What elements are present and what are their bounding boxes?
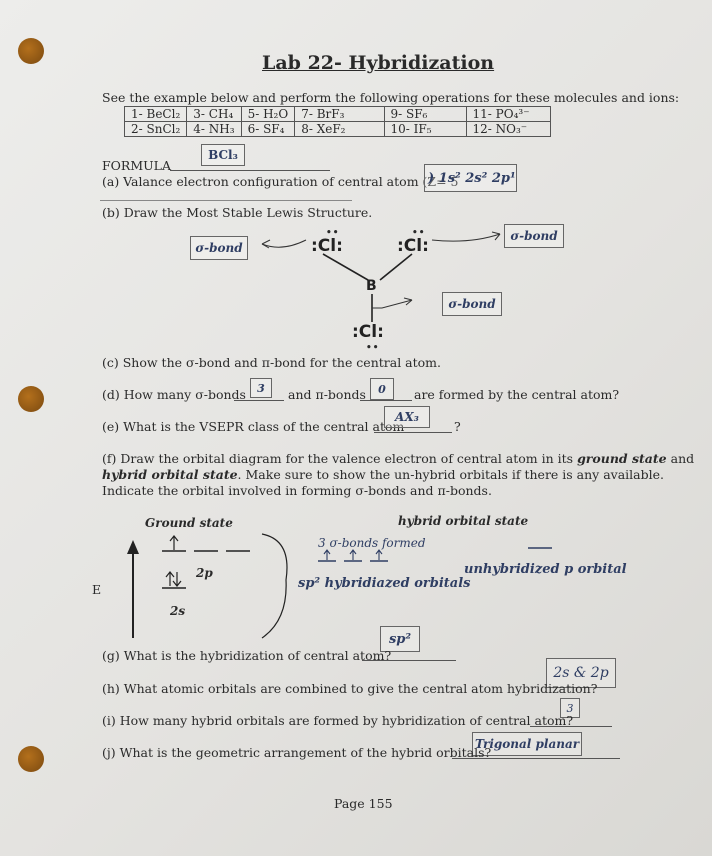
orbital-2s-label: 2s	[170, 604, 186, 618]
ground-state-emphasis: ground state	[577, 451, 667, 466]
table-cell: 2- SnCl₂	[125, 122, 187, 137]
sigma-bond-label: σ-bond	[190, 236, 248, 260]
hybrid-state-label: hybrid orbital state	[398, 514, 529, 528]
answer-d-pi: 0	[370, 378, 394, 400]
answer-j-box: Trigonal planar	[472, 732, 582, 756]
table-cell: 3- CH₄	[187, 107, 241, 122]
answer-g-box: sp²	[380, 626, 420, 652]
table-cell: 1- BeCl₂	[125, 107, 187, 122]
lone-pair-dots: ••	[326, 228, 340, 238]
table-cell: 5- H₂O	[241, 107, 295, 122]
table-cell: 4- NH₃	[187, 122, 241, 137]
sp2-orbitals-label: sp² hybridiazed orbitals	[298, 576, 471, 591]
question-f-text: . Make sure to show the un-hybrid orbitals if there is any available.	[237, 467, 665, 482]
answer-h-box: 2s & 2p	[546, 658, 616, 688]
chlorine-atom: :Cl:	[397, 236, 429, 256]
table-cell: 7- BrF₃	[295, 107, 384, 122]
question-d-part3: are formed by the central atom?	[414, 387, 620, 402]
formula-answer-box: BCl₃	[201, 144, 245, 166]
question-e-mark: ?	[454, 419, 461, 434]
answer-i-box: 3	[560, 698, 580, 718]
question-d-part1: (d) How many σ-bonds	[102, 387, 246, 402]
table-cell: 9- SF₆	[384, 107, 466, 122]
page-title: Lab 22- Hybridization	[262, 52, 495, 74]
chlorine-atom: :Cl:	[311, 236, 343, 256]
question-b: (b) Draw the Most Stable Lewis Structure.	[102, 205, 373, 220]
question-j: (j) What is the geometric arrangement of the hybrid orbitals?	[102, 745, 492, 760]
table-cell: 12- NO₃⁻	[466, 122, 550, 137]
answer-d-sigma: 3	[250, 378, 272, 398]
energy-axis-label: E	[92, 582, 102, 597]
hybrid-state-emphasis: hybrid orbital state	[102, 467, 238, 482]
question-d-part2: and π-bonds	[288, 387, 366, 402]
question-g: (g) What is the hybridization of central atom?	[102, 648, 392, 663]
formula-label: FORMULA	[102, 158, 171, 173]
intro-text: See the example below and perform the following operations for these molecules and ions:	[102, 90, 680, 105]
answer-a-box: ) 1s² 2s² 2p¹	[424, 164, 517, 192]
orbital-2p-label: 2p	[196, 566, 213, 580]
answer-e-box: AX₃	[384, 406, 430, 428]
lone-pair-dots: ••	[412, 228, 426, 238]
ground-state-label: Ground state	[145, 516, 233, 530]
sigma-bond-label: σ-bond	[504, 224, 564, 248]
question-a: (a) Valance electron configuration of central atom (Z= 5	[102, 174, 459, 189]
question-f-text: and	[670, 451, 695, 466]
sigma-bond-label: σ-bond	[442, 292, 502, 316]
question-c: (c) Show the σ-bond and π-bond for the central atom.	[102, 355, 442, 370]
answer-line	[530, 726, 612, 727]
unhybridized-orbital-label: unhybridized p orbital	[464, 562, 627, 577]
question-f-line3: Indicate the orbital involved in forming σ-bonds and π-bonds.	[102, 483, 492, 498]
question-e: (e) What is the VSEPR class of the central atom	[102, 419, 405, 434]
table-cell: 6- SF₄	[241, 122, 295, 137]
boron-atom: B	[366, 278, 377, 294]
page-number: Page 155	[334, 796, 393, 811]
question-i: (i) How many hybrid orbitals are formed by hybridization of central atom?	[102, 713, 574, 728]
table-cell: 8- XeF₂	[295, 122, 384, 137]
answer-line	[452, 758, 620, 759]
table-cell: 11- PO₄³⁻	[466, 107, 550, 122]
question-f-text: (f) Draw the orbital diagram for the valence electron of central atom in its	[102, 451, 574, 466]
table-cell: 10- IF₅	[384, 122, 466, 137]
answer-line	[362, 660, 456, 661]
sigma-bonds-formed-note: 3 σ-bonds formed	[318, 536, 426, 550]
lone-pair-dots: ••	[366, 343, 380, 353]
question-h: (h) What atomic orbitals are combined to give the central atom hybridization?	[102, 681, 598, 696]
chlorine-atom: :Cl:	[352, 322, 384, 342]
